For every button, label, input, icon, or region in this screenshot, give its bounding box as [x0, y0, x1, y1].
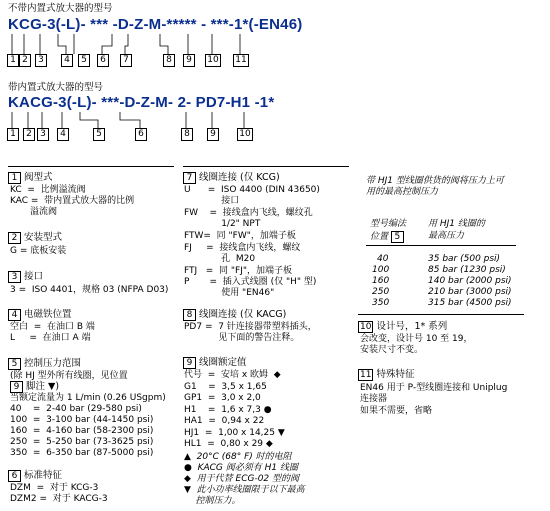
- model-code-kcg: KCG-3(-L)- *** -D-Z-M-***** - ***-1*(-EN46): [8, 16, 303, 33]
- code-position-box: 4: [57, 128, 69, 141]
- special-feature-line: 如果不需要，省略: [360, 406, 433, 416]
- hj1-row-code: 250: [372, 287, 390, 297]
- code-position-box: 1: [7, 128, 19, 141]
- hj1-row-code: 350: [372, 298, 390, 308]
- pressure-range-line: 100 = 3-100 bar (44-1450 psi): [10, 415, 154, 425]
- hj1-table-header-position: 位置 5: [370, 231, 407, 243]
- solenoid-line: L = 在油口 A 端: [10, 333, 91, 343]
- section-mounting: 2 安装型式: [8, 232, 62, 244]
- code-position-box: 1: [7, 54, 19, 67]
- code-position-box: 2: [23, 128, 35, 141]
- section-coil-connection-kacg: 8 线圈连接 (仅 KACG): [183, 309, 286, 321]
- model-title-with-amplifier: 带内置式放大器的型号: [8, 82, 104, 93]
- coil-rating-footnote: ◆ 用于代替 ECG-02 型的阀: [184, 474, 300, 484]
- code-position-box: 8: [163, 54, 175, 67]
- pressure-range-line: 当额定流量为 1 L/min (0.26 USgpm): [10, 393, 166, 403]
- coil-connection-line: 使用 "EN46": [184, 288, 275, 298]
- pressure-range-footnote: 9 脚注 ▼): [10, 381, 59, 393]
- code-position-box: 5: [93, 128, 105, 141]
- divider: [183, 166, 349, 167]
- coil-connection-kacg-line: PD7 = 7 针连接器带塑料插头，: [184, 322, 317, 332]
- hj1-table-header-pressure: 最高压力: [428, 231, 465, 241]
- coil-connection-line: P = 插入式线圈 (仅 "H" 型): [184, 277, 317, 287]
- valve-type-line: 溢流阀: [10, 207, 58, 217]
- valve-type-line: KAC = 带内置式放大器的比例: [10, 196, 135, 206]
- solenoid-line: 空白 = 在油口 B 端: [10, 322, 95, 332]
- code-position-box: 7: [120, 54, 132, 67]
- section-special-features: 11 特殊特征: [360, 369, 415, 380]
- coil-rating-line: HJ1 = 1,00 x 14,25 ▼: [184, 428, 285, 438]
- hj1-row-pressure: 140 bar (2000 psi): [428, 276, 512, 286]
- hj1-row-pressure: 315 bar (4500 psi): [428, 298, 512, 308]
- coil-rating-line: HA1 = 0,94 x 22: [184, 416, 265, 426]
- section-coil-rating: 9 线圈额定值: [183, 357, 247, 369]
- code-position-box: 11: [233, 54, 249, 67]
- standard-feature-line: DZM = 对于 KCG-3: [10, 483, 99, 493]
- coil-rating-line: H1 = 1,6 x 7,3 ●: [184, 405, 272, 415]
- code-position-box: 3: [37, 128, 49, 141]
- section-interface: 3 接口: [8, 271, 43, 283]
- coil-connection-kacg-line: 见下面的警告注释。: [184, 333, 300, 343]
- coil-connection-line: U = ISO 4400 (DIN 43650): [184, 185, 320, 195]
- pressure-range-note: (除 HJ 型外所有线圈，见位置: [10, 371, 128, 381]
- hj1-row-code: 100: [372, 265, 390, 275]
- coil-rating-line: 代号 = 安培 x 欧姆 ◆: [184, 370, 281, 380]
- section-design-number: 10 设计号，1* 系列: [360, 321, 448, 332]
- code-position-box: 10: [237, 128, 253, 141]
- design-number-line: 会改变，设计号 10 至 19，: [360, 334, 473, 344]
- pressure-range-line: 350 = 6-350 bar (87-5000 psi): [10, 448, 154, 458]
- section-solenoid-position: 4 电磁铁位置: [8, 309, 72, 321]
- hj1-row-pressure: 35 bar (500 psi): [428, 254, 501, 264]
- hj1-table-header-model: 型号编法: [370, 219, 407, 229]
- pressure-range-line: 40 = 2-40 bar (29-580 psi): [10, 404, 142, 414]
- section-valve-type: 1 阀型式: [8, 172, 53, 184]
- table-header-divider: [366, 245, 516, 246]
- model-title-without-amplifier: 不带内置式放大器的型号: [8, 3, 113, 14]
- coil-rating-footnote: 控制压力。: [184, 496, 241, 506]
- coil-rating-line: HL1 = 0,80 x 29 ◆: [184, 439, 273, 449]
- hj1-row-code: 40: [377, 254, 389, 264]
- coil-connection-line: FW = 接线盒内飞线，螺纹孔: [184, 208, 313, 218]
- code-position-box: 9: [183, 54, 195, 67]
- coil-rating-line: GP1 = 3,0 x 2,0: [184, 393, 261, 403]
- code-position-box: 5: [78, 54, 90, 67]
- code-position-box: 3: [35, 54, 47, 67]
- code-position-box: 10: [205, 54, 221, 67]
- section-coil-connection-kcg: 7 线圈连接 (仅 KCG): [183, 172, 280, 184]
- coil-connection-line: 1/2" NPT: [184, 219, 261, 229]
- valve-type-line: KC = 比例溢流阀: [10, 185, 86, 195]
- code-position-box: 6: [97, 54, 109, 67]
- coil-rating-footnote: ▲ 20°C (68° F) 时的电阻: [184, 452, 292, 462]
- hj1-intro-line: 带 HJ1 型线圈供货的阀将压力上可: [366, 176, 504, 186]
- coil-connection-line: 孔 M20: [184, 254, 256, 264]
- coil-connection-line: FJ = 接线盒内飞线，螺纹: [184, 243, 301, 253]
- coil-rating-line: G1 = 3,5 x 1,65: [184, 382, 267, 392]
- code-position-box: 8: [181, 128, 193, 141]
- hj1-intro-line: 用的最高控制压力: [366, 187, 439, 197]
- divider: [358, 314, 524, 315]
- coil-connection-line: FTJ = 同 "FJ"，加端子板: [184, 266, 292, 276]
- code-position-box: 2: [19, 54, 31, 67]
- coil-rating-footnote: ▼ 此小功率线圈限于以下最高: [184, 485, 305, 495]
- coil-rating-footnote: ● KACG 阀必须有 H1 线圈: [184, 463, 298, 473]
- section-standard-features: 6 标准特征: [8, 470, 62, 482]
- special-feature-line: EN46 用于 P-型线圈连接和 Uniplug: [360, 383, 508, 393]
- mounting-line: G = 底板安装: [10, 246, 67, 256]
- model-code-kacg: KACG-3(-L)- ***-D-Z-M- 2- PD7-H1 -1*: [8, 94, 275, 111]
- pressure-range-line: 160 = 4-160 bar (58-2300 psi): [10, 426, 154, 436]
- hj1-row-pressure: 85 bar (1230 psi): [428, 265, 506, 275]
- special-feature-line: 连接器: [360, 394, 388, 404]
- hj1-row-code: 160: [372, 276, 390, 286]
- section-pressure-range: 5 控制压力范围: [8, 358, 81, 370]
- model-code-connector-lines: [0, 0, 550, 160]
- code-position-box: 4: [61, 54, 73, 67]
- pressure-range-line: 250 = 5-250 bar (73-3625 psi): [10, 437, 154, 447]
- hj1-row-pressure: 210 bar (3000 psi): [428, 287, 512, 297]
- standard-feature-line: DZM2 = 对于 KACG-3: [10, 494, 108, 504]
- coil-connection-line: 接口: [184, 196, 240, 206]
- divider: [8, 166, 174, 167]
- code-position-box: 6: [135, 128, 147, 141]
- coil-connection-line: FTW= 同 "FW"，加端子板: [184, 231, 296, 241]
- design-number-line: 安装尺寸不变。: [360, 345, 424, 355]
- hj1-table-header-pressure: 用 HJ1 线圈的: [428, 219, 485, 229]
- interface-line: 3 = ISO 4401，规格 03 (NFPA D03): [10, 285, 169, 295]
- code-position-box: 9: [207, 128, 219, 141]
